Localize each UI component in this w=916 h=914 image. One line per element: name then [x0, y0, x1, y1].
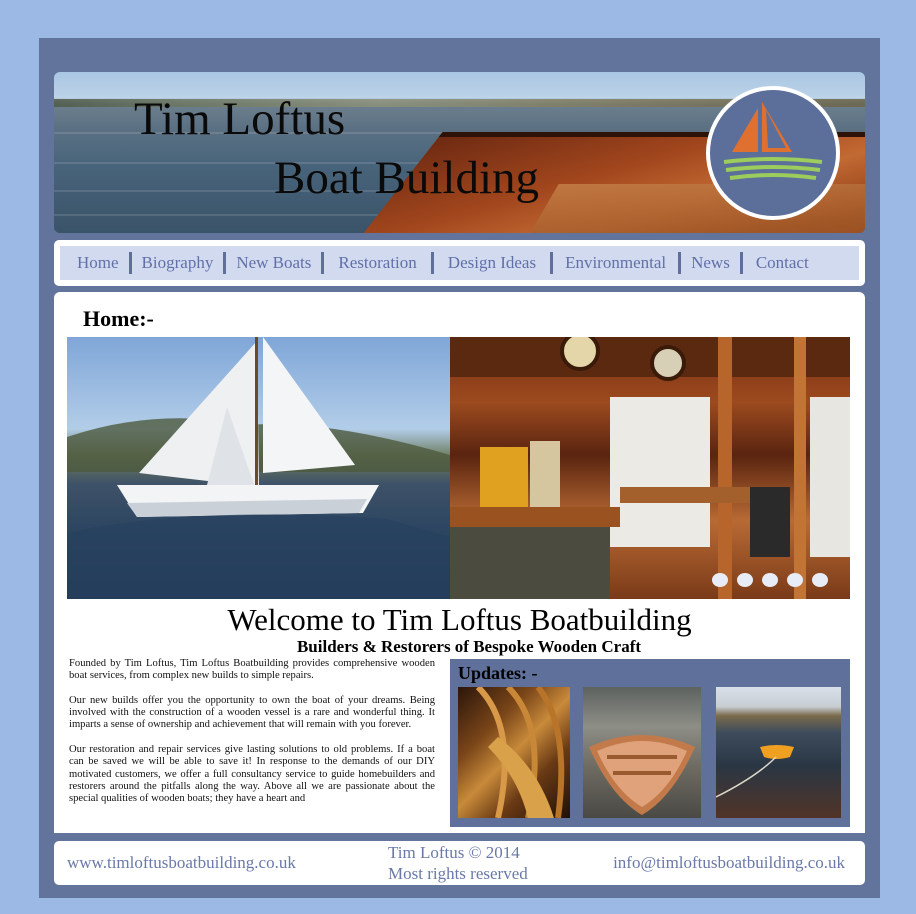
update-thumbnail-moored-boat[interactable] [716, 687, 841, 818]
intro-paragraph: Our restoration and repair services give lasting solutions to old problems. If a boat can be saved we will be able to save it! In response to the demands of our DIY motivated customers, we offer a full consultancy service to guide homebuilders and restorers around the pitfalls along the way. Above all we are passionate about the special qualities of wooden boats; they have a heart and [69, 744, 435, 805]
nav-item-home[interactable]: Home [60, 252, 132, 274]
sailing-yacht-photo [67, 337, 450, 599]
intro-paragraph: Founded by Tim Loftus, Tim Loftus Boatbuilding provides comprehensive wooden boat services, from complex new builds to simple repairs. [69, 658, 435, 682]
main-navigation [54, 240, 865, 286]
page-title: Home:- [83, 306, 154, 331]
slide-dot-1[interactable] [712, 573, 728, 587]
page-footer [54, 841, 865, 885]
sailboat-logo-icon[interactable] [706, 86, 840, 220]
nav-item-contact[interactable]: Contact [755, 253, 809, 272]
nav-item-restoration[interactable]: Restoration [324, 252, 433, 274]
nav-item-biography[interactable]: Biography [132, 252, 227, 274]
slide-dot-2[interactable] [737, 573, 753, 587]
updates-panel [450, 659, 850, 827]
intro-paragraph: Our new builds offer you the opportunity to own the boat of your dreams. Being involved with the construction of a wooden vessel is a rare and wonderful thing. It imparts a sense of ownership and achievement that will remain with you forever. [69, 694, 435, 731]
update-thumbnail-dinghy[interactable] [583, 687, 701, 818]
nav-item-design-ideas[interactable]: Design Ideas [434, 252, 553, 274]
copyright-line: Tim Loftus © 2014 [388, 843, 520, 862]
nav-bar [60, 246, 859, 280]
rights-line: Most rights reserved [388, 864, 528, 883]
welcome-heading: Welcome to Tim Loftus Boatbuilding [227, 602, 692, 637]
site-title-line1: Tim Loftus [134, 93, 346, 145]
nav-item-new-boats[interactable]: New Boats [226, 252, 324, 274]
update-thumbnail-ribs[interactable] [458, 687, 570, 818]
intro-text [69, 658, 435, 818]
boat-interior-photo [450, 337, 850, 599]
updates-title: Updates: - [458, 663, 538, 683]
slide-dot-4[interactable] [787, 573, 803, 587]
site-title-line2: Boat Building [274, 152, 540, 204]
slide-dot-5[interactable] [812, 573, 828, 587]
main-content [54, 292, 865, 833]
footer-website-link[interactable]: www.timloftusboatbuilding.co.uk [67, 853, 296, 872]
nav-item-environmental[interactable]: Environmental [553, 252, 681, 274]
footer-copyright [388, 842, 528, 884]
nav-item-news[interactable]: News [681, 252, 743, 274]
image-slideshow[interactable] [67, 337, 850, 599]
slide-dot-3[interactable] [762, 573, 778, 587]
welcome-subtitle: Builders & Restorers of Bespoke Wooden Craft [296, 637, 642, 656]
slideshow-dots [712, 573, 828, 587]
footer-email-link[interactable]: info@timloftusboatbuilding.co.uk [613, 853, 845, 872]
